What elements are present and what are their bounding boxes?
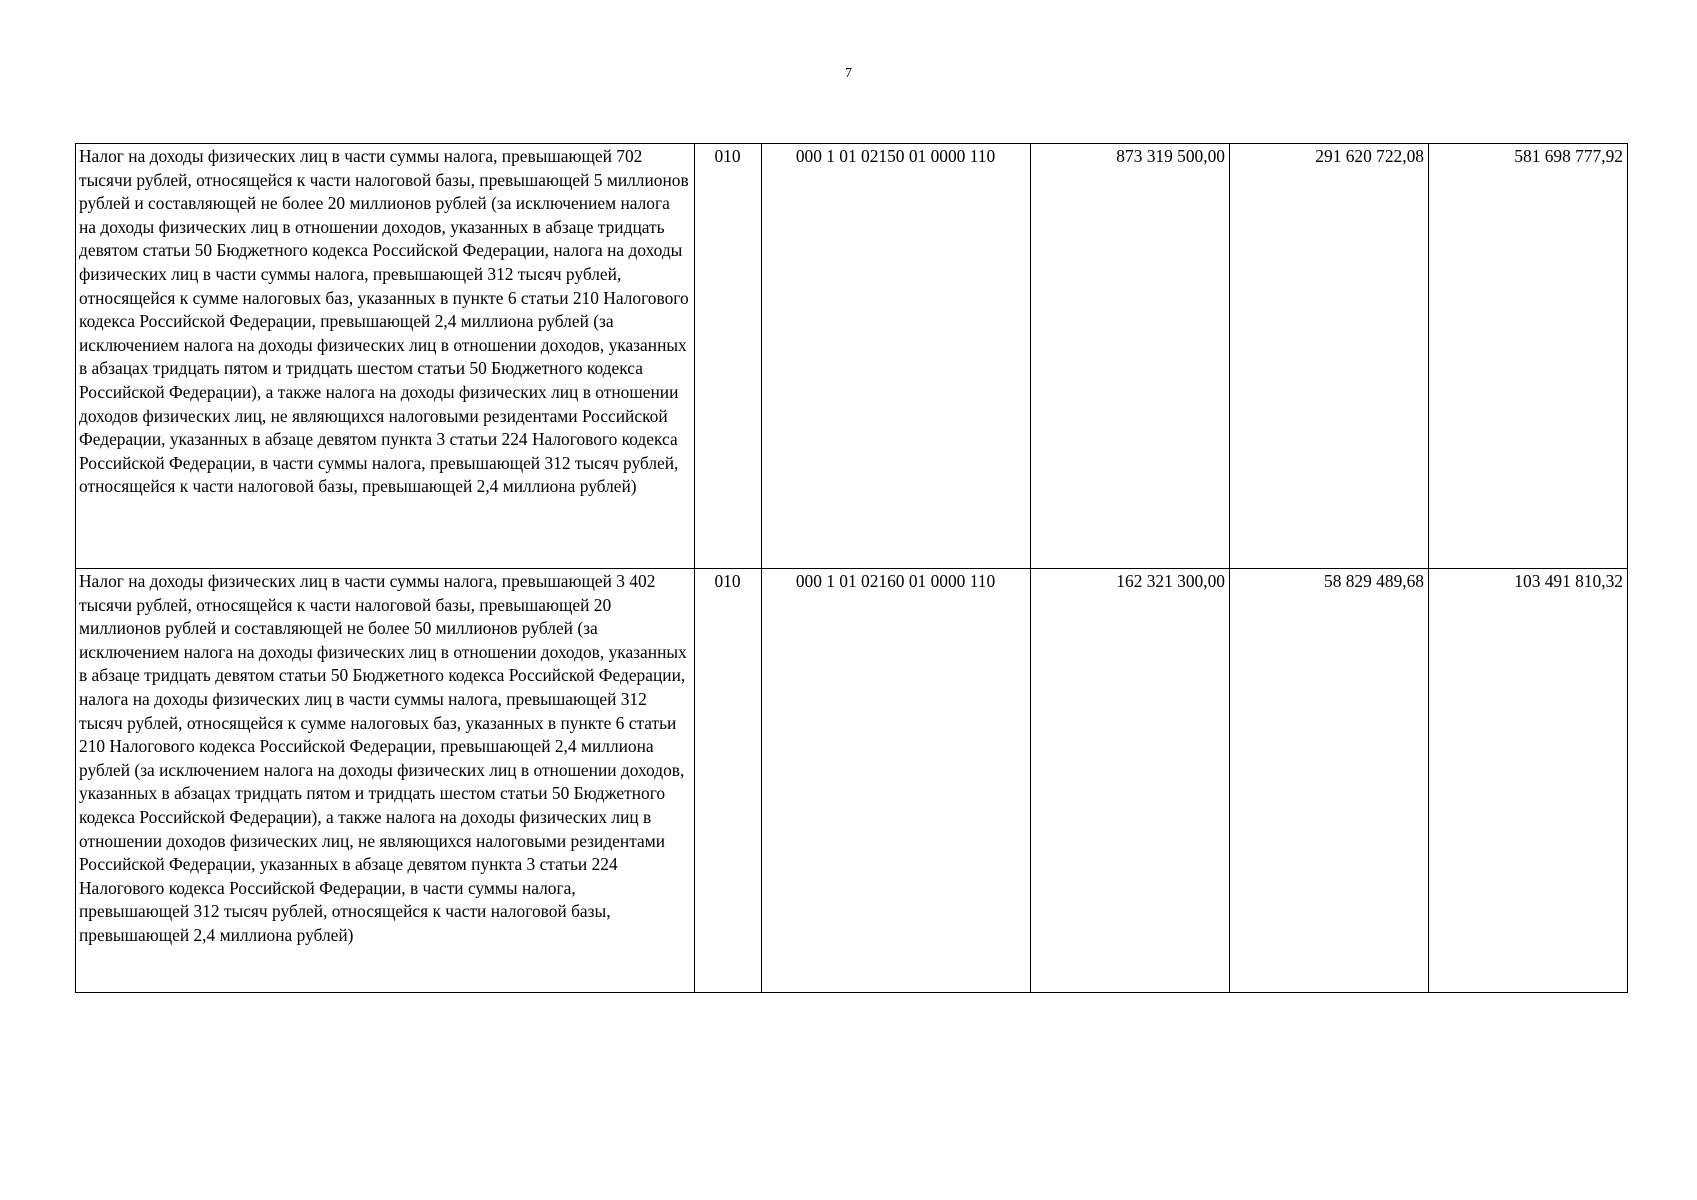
- unexecuted-amount-cell: 103 491 810,32: [1429, 569, 1628, 993]
- budget-classification-code-cell: 000 1 01 02160 01 0000 110: [762, 569, 1031, 993]
- executed-amount-cell: 58 829 489,68: [1230, 569, 1429, 993]
- executed-amount-cell: 291 620 722,08: [1230, 144, 1429, 569]
- table-row: [76, 569, 1628, 993]
- line-code-cell: 010: [695, 144, 762, 569]
- unexecuted-amount-cell: 581 698 777,92: [1429, 144, 1628, 569]
- approved-amount-cell: 873 319 500,00: [1031, 144, 1230, 569]
- income-description-cell: Налог на доходы физических лиц в части суммы налога, превышающей 3 402 тысячи рублей, относящейся к части налоговой базы, превышающей 20 миллионов рублей и составляющей не более 50 миллионов рублей (за исключением налога на доходы физических лиц в отношении доходов, указанных в абзаце тридцать девятом статьи 50 Бюджетного кодекса Российской Федерации, налога на доходы физических лиц в части суммы налога, превышающей 312 тысяч рублей, относящейся к сумме налоговых баз, указанных в пункте 6 статьи 210 Налогового кодекса Российской Федерации, превышающей 2,4 миллиона рублей (за исключением налога на доходы физических лиц в отношении доходов, указанных в абзацах тридцать пятом и тридцать шестом статьи 50 Бюджетного кодекса Российской Федерации), а также налога на доходы физических лиц в отношении доходов физических лиц, не являющихся налоговыми резидентами Российской Федерации, указанных в абзаце девятом пункта 3 статьи 224 Налогового кодекса Российской Федерации, в части суммы налога, превышающей 312 тысяч рублей, относящейся к части налоговой базы, превышающей 2,4 миллиона рублей): [76, 569, 695, 993]
- line-code-cell: 010: [695, 569, 762, 993]
- approved-amount-cell: 162 321 300,00: [1031, 569, 1230, 993]
- budget-classification-code-cell: 000 1 01 02150 01 0000 110: [762, 144, 1031, 569]
- revenue-table: [75, 143, 1628, 993]
- table-row: [76, 144, 1628, 569]
- page-number: 7: [845, 66, 852, 81]
- income-description-cell: Налог на доходы физических лиц в части суммы налога, превышающей 702 тысячи рублей, относящейся к части налоговой базы, превышающей 5 миллионов рублей и составляющей не более 20 миллионов рублей (за исключением налога на доходы физических лиц в отношении доходов, указанных в абзаце тридцать девятом статьи 50 Бюджетного кодекса Российской Федерации, налога на доходы физических лиц в части суммы налога, превышающей 312 тысяч рублей, относящейся к сумме налоговых баз, указанных в пункте 6 статьи 210 Налогового кодекса Российской Федерации, превышающей 2,4 миллиона рублей (за исключением налога на доходы физических лиц в отношении доходов, указанных в абзацах тридцать пятом и тридцать шестом статьи 50 Бюджетного кодекса Российской Федерации), а также налога на доходы физических лиц в отношении доходов физических лиц, не являющихся налоговыми резидентами Российской Федерации, указанных в абзаце девятом пункта 3 статьи 224 Налогового кодекса Российской Федерации, в части суммы налога, превышающей 312 тысяч рублей, относящейся к части налоговой базы, превышающей 2,4 миллиона рублей): [76, 144, 695, 569]
